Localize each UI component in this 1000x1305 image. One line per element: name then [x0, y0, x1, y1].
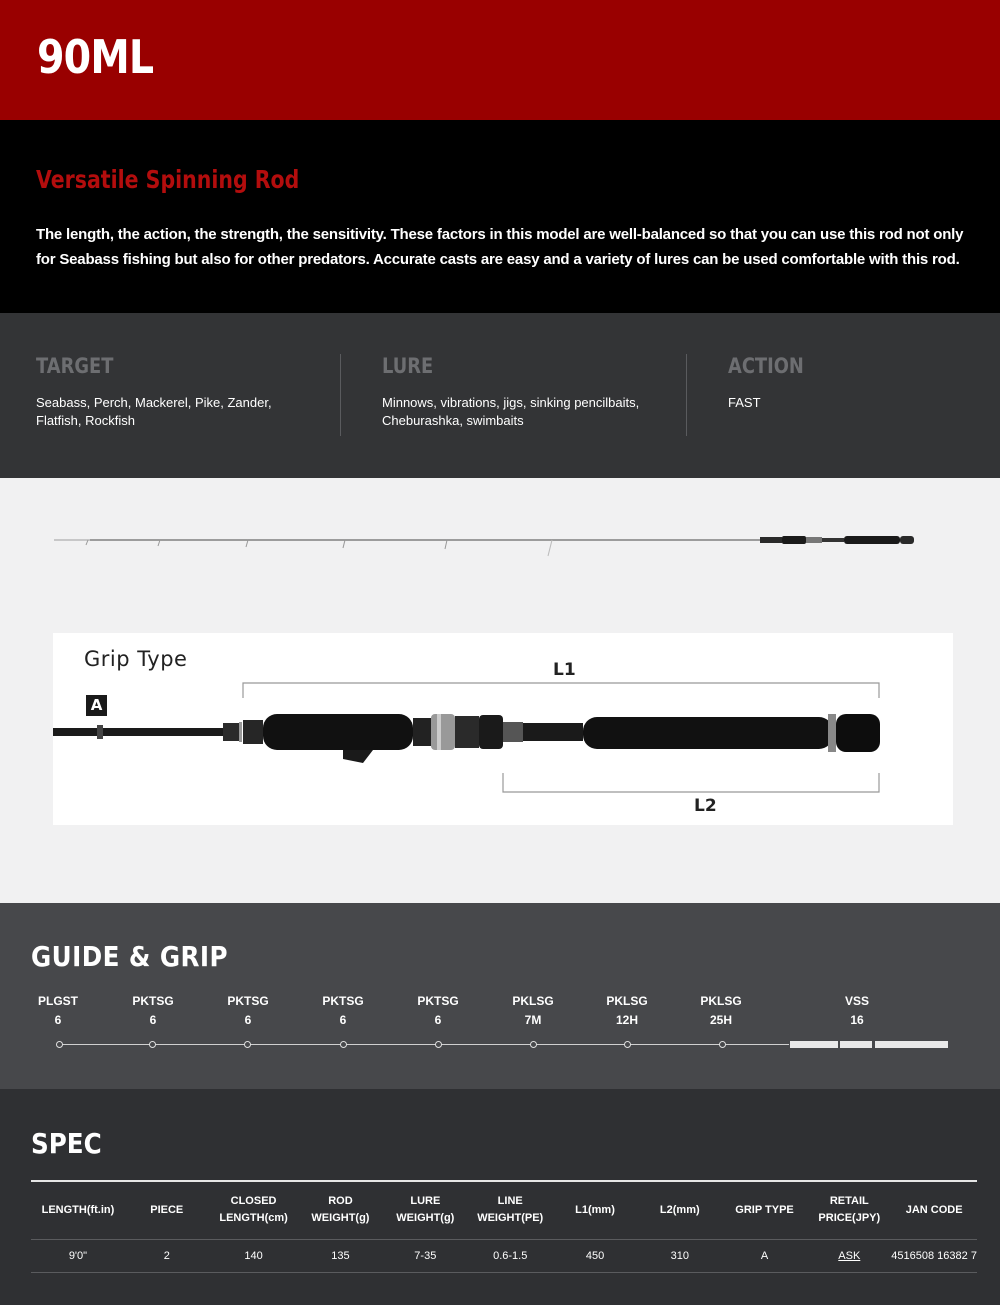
grip-type-label: Grip Type [84, 647, 188, 671]
guide-item [398, 992, 478, 1030]
header-jan-code: JAN CODE [891, 1181, 977, 1239]
lure-label: LURE [382, 354, 434, 378]
info-divider [686, 354, 687, 436]
header-retail-price: RETAIL PRICE(JPY) [807, 1181, 891, 1239]
header-closed-length: CLOSED LENGTH(cm) [209, 1181, 299, 1239]
cell-line-weight: 0.6-1.5 [468, 1239, 552, 1272]
guide-size: 12H [615, 1013, 638, 1027]
intro-section [0, 120, 1000, 313]
target-value: Seabass, Perch, Mackerel, Pike, Zander, Flatfish, Rockfish [36, 395, 272, 428]
cell-l1: 450 [552, 1239, 638, 1272]
guide-item [208, 992, 288, 1030]
guide-dot [56, 1041, 63, 1048]
guide-name: PLGST [37, 994, 78, 1008]
rod-full-image [0, 478, 1000, 598]
info-section [0, 313, 1000, 478]
cell-l2: 310 [638, 1239, 722, 1272]
guide-dot [530, 1041, 537, 1048]
cell-lure-weight: 7-35 [382, 1239, 468, 1272]
reel-seat-bar [840, 1041, 872, 1048]
guide-dot [149, 1041, 156, 1048]
action-label: ACTION [728, 354, 804, 378]
header-rod-weight: ROD WEIGHT(g) [299, 1181, 383, 1239]
grip-type-badge: A [86, 695, 107, 716]
l1-label: L1 [553, 660, 576, 680]
rear-grip-bar [875, 1041, 948, 1048]
guide-line [59, 1044, 789, 1045]
guide-dot [624, 1041, 631, 1048]
guide-name: PKTSG [227, 994, 269, 1008]
guide-size: 6 [54, 1013, 62, 1027]
target-label: TARGET [36, 354, 114, 378]
lure-column [382, 354, 687, 436]
target-column [36, 354, 341, 436]
header-piece: PIECE [125, 1181, 209, 1239]
action-column [728, 354, 1000, 436]
guide-item [493, 992, 573, 1030]
header-l1: L1(mm) [552, 1181, 638, 1239]
action-value: FAST [728, 395, 761, 410]
guide-title: GUIDE & GRIP [31, 940, 229, 973]
reel-seat-size: 16 [850, 1013, 864, 1027]
guide-dot [244, 1041, 251, 1048]
spec-table [31, 1180, 977, 1273]
guide-item [113, 992, 193, 1030]
guide-name: PKTSG [132, 994, 174, 1008]
grip-diagram [53, 633, 953, 825]
guide-item [18, 992, 98, 1030]
guide-size: 6 [339, 1013, 347, 1027]
guide-dot [719, 1041, 726, 1048]
cell-grip-type: A [722, 1239, 808, 1272]
cell-closed-length: 140 [209, 1239, 299, 1272]
spec-title: SPEC [31, 1127, 102, 1160]
header-lure-weight: LURE WEIGHT(g) [382, 1181, 468, 1239]
reel-seat-name: VSS [844, 994, 869, 1008]
guide-item [587, 992, 667, 1030]
guide-name: PKTSG [417, 994, 459, 1008]
guide-item [303, 992, 383, 1030]
ask-price-link[interactable]: ASK [838, 1249, 861, 1262]
rod-image-area [0, 478, 1000, 903]
guide-dot [340, 1041, 347, 1048]
guide-size: 6 [244, 1013, 252, 1027]
guide-size: 7M [524, 1013, 542, 1027]
spec-section [0, 1089, 1000, 1305]
cell-jan-code: 4516508 16382 7 [891, 1239, 977, 1272]
page-header [0, 0, 1000, 120]
guide-item [681, 992, 761, 1030]
intro-description: The length, the action, the strength, the sensitivity. These factors in this model are well-balanced so that you can use this rod not only for Seabass fishing but also for other predators. Accurate casts are easy and a variety of lures can be used comfortable with this rod. [36, 226, 964, 268]
header-grip-type: GRIP TYPE [722, 1181, 808, 1239]
lure-value: Minnows, vibrations, jigs, sinking pencilbaits, Cheburashka, swimbaits [382, 395, 640, 428]
guide-size: 6 [434, 1013, 442, 1027]
cell-length: 9'0" [31, 1239, 125, 1272]
guide-grip-section [0, 903, 1000, 1089]
cell-piece: 2 [125, 1239, 209, 1272]
model-title: 90ML [37, 30, 154, 84]
header-l2: L2(mm) [638, 1181, 722, 1239]
info-divider [340, 354, 341, 436]
header-line-weight: LINE WEIGHT(PE) [468, 1181, 552, 1239]
reel-seat-item [817, 992, 897, 1030]
l2-label: L2 [694, 796, 717, 816]
spec-header-row [31, 1181, 977, 1239]
intro-heading: Versatile Spinning Rod [36, 165, 300, 194]
guide-dot [435, 1041, 442, 1048]
guide-name: PKTSG [322, 994, 364, 1008]
header-length: LENGTH(ft.in) [31, 1181, 125, 1239]
guide-name: PKLSG [512, 994, 554, 1008]
guide-name: PKLSG [700, 994, 742, 1008]
guide-name: PKLSG [606, 994, 648, 1008]
fore-grip-bar [790, 1041, 838, 1048]
cell-retail-price [807, 1239, 891, 1272]
spec-row [31, 1239, 977, 1272]
cell-rod-weight: 135 [299, 1239, 383, 1272]
guide-size: 6 [149, 1013, 157, 1027]
guide-size: 25H [709, 1013, 732, 1027]
grip-type-panel [53, 633, 953, 825]
